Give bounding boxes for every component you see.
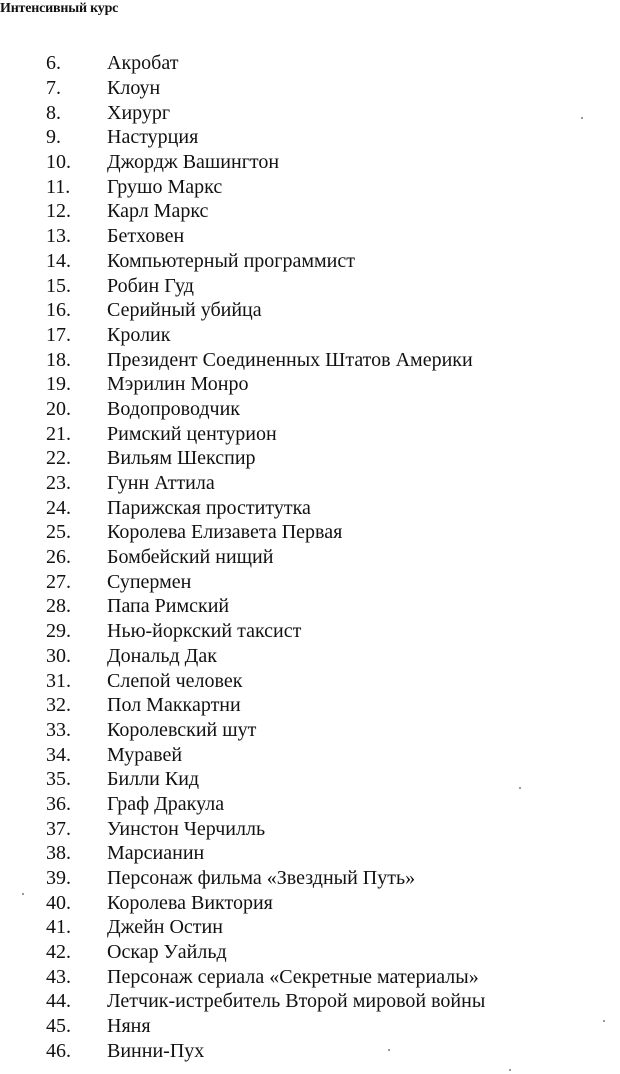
- item-number: 45.: [46, 1015, 71, 1038]
- scan-speck: [603, 1020, 605, 1022]
- item-number: 16.: [46, 299, 71, 322]
- scan-speck: [388, 1049, 390, 1051]
- list-item: [46, 125, 485, 150]
- list-item: [46, 940, 485, 965]
- item-text: Настурция: [107, 126, 199, 149]
- list-item: [46, 249, 485, 274]
- item-text: Слепой человек: [107, 669, 243, 692]
- item-number: 29.: [46, 620, 71, 643]
- list-item: [46, 347, 485, 372]
- item-text: Пол Маккартни: [107, 694, 241, 717]
- item-text: Билли Кид: [107, 768, 200, 791]
- list-item: [46, 668, 485, 693]
- item-text: Королева Виктория: [107, 891, 273, 914]
- item-number: 43.: [46, 965, 71, 988]
- item-text: Президент Соединенных Штатов Америки: [107, 348, 473, 371]
- item-text: Грушо Маркс: [107, 175, 223, 198]
- item-text: Дональд Дак: [107, 644, 217, 667]
- list-item: [46, 964, 485, 989]
- item-text: Королева Елизавета Первая: [107, 521, 343, 544]
- list-item: [46, 767, 485, 792]
- item-text: Супермен: [107, 570, 192, 593]
- item-number: 17.: [46, 323, 71, 346]
- item-number: 14.: [46, 249, 71, 272]
- item-text: Кролик: [107, 323, 171, 346]
- list-item: [46, 569, 485, 594]
- list-item: [46, 421, 485, 446]
- item-text: Клоун: [107, 77, 161, 100]
- item-text: Няня: [107, 1015, 151, 1038]
- list-item: [46, 520, 485, 545]
- item-number: 28.: [46, 595, 71, 618]
- list-item: [46, 372, 485, 397]
- item-number: 39.: [46, 867, 71, 890]
- item-number: 11.: [46, 175, 71, 198]
- list-item: [46, 100, 485, 125]
- list-item: [46, 471, 485, 496]
- list-item: [46, 841, 485, 866]
- item-number: 44.: [46, 990, 71, 1013]
- scan-speck: [509, 1069, 511, 1071]
- item-text: Винни-Пух: [107, 1039, 205, 1062]
- item-text: Летчик-истребитель Второй мировой войны: [107, 990, 486, 1013]
- item-number: 23.: [46, 472, 71, 495]
- list-item: [46, 446, 485, 471]
- list-item: [46, 792, 485, 817]
- list-item: [46, 915, 485, 940]
- item-number: 46.: [46, 1039, 71, 1062]
- list-item: [46, 866, 485, 891]
- item-text: Серийный убийца: [107, 299, 262, 322]
- list-item: [46, 150, 485, 175]
- item-text: Компьютерный программист: [107, 249, 355, 272]
- item-text: Джейн Остин: [107, 916, 223, 939]
- list-item: [46, 298, 485, 323]
- item-number: 19.: [46, 373, 71, 396]
- list-item: [46, 545, 485, 570]
- list-item: [46, 989, 485, 1014]
- item-number: 25.: [46, 521, 71, 544]
- item-number: 21.: [46, 422, 71, 445]
- running-header: Интенсивный курс: [0, 1, 119, 16]
- item-number: 37.: [46, 817, 71, 840]
- item-text: Гунн Аттила: [107, 472, 215, 495]
- item-text: Нью-йоркский таксист: [107, 620, 302, 643]
- item-text: Бомбейский нищий: [107, 546, 274, 569]
- item-number: 30.: [46, 644, 71, 667]
- item-number: 27.: [46, 570, 71, 593]
- item-text: Римский центурион: [107, 422, 277, 445]
- item-number: 33.: [46, 718, 71, 741]
- scan-speck: [519, 787, 521, 789]
- item-text: Королевский шут: [107, 718, 257, 741]
- item-text: Карл Маркс: [107, 200, 209, 223]
- list-item: [46, 619, 485, 644]
- item-text: Персонаж сериала «Секретные материалы»: [107, 965, 479, 988]
- item-text: Уинстон Черчилль: [107, 817, 266, 840]
- item-number: 8.: [46, 101, 61, 124]
- list-item: [46, 397, 485, 422]
- item-number: 26.: [46, 546, 71, 569]
- list-item: [46, 693, 485, 718]
- item-text: Робин Гуд: [107, 274, 194, 297]
- item-text: Хирург: [107, 101, 171, 124]
- item-number: 18.: [46, 348, 71, 371]
- list-item: [46, 199, 485, 224]
- item-number: 35.: [46, 768, 71, 791]
- list-item: [46, 1014, 485, 1039]
- item-number: 31.: [46, 669, 71, 692]
- list-item: [46, 323, 485, 348]
- item-number: 42.: [46, 941, 71, 964]
- item-number: 7.: [46, 77, 61, 100]
- item-text: Оскар Уайльд: [107, 941, 227, 964]
- item-text: Муравей: [107, 743, 183, 766]
- list-item: [46, 273, 485, 298]
- list-item: [46, 224, 485, 249]
- list-item: [46, 644, 485, 669]
- item-text: Водопроводчик: [107, 397, 241, 420]
- item-text: Парижская проститутка: [107, 496, 311, 519]
- list-item: [46, 76, 485, 101]
- item-number: 12.: [46, 200, 71, 223]
- scan-speck: [581, 117, 583, 119]
- list-item: [46, 890, 485, 915]
- item-number: 40.: [46, 891, 71, 914]
- item-number: 13.: [46, 225, 71, 248]
- item-number: 6.: [46, 52, 61, 75]
- item-text: Джордж Вашингтон: [107, 151, 280, 174]
- item-number: 9.: [46, 126, 61, 149]
- list-item: [46, 495, 485, 520]
- list-item: [46, 174, 485, 199]
- item-text: Бетховен: [107, 225, 185, 248]
- list-item: [46, 718, 485, 743]
- item-number: 34.: [46, 743, 71, 766]
- item-text: Марсианин: [107, 842, 205, 865]
- item-number: 20.: [46, 397, 71, 420]
- item-text: Мэрилин Монро: [107, 373, 249, 396]
- list-item: [46, 594, 485, 619]
- item-number: 38.: [46, 842, 71, 865]
- item-text: Папа Римский: [107, 595, 230, 618]
- item-number: 10.: [46, 151, 71, 174]
- item-text: Вильям Шекспир: [107, 447, 256, 470]
- item-number: 32.: [46, 694, 71, 717]
- numbered-list: [46, 51, 485, 1063]
- item-number: 15.: [46, 274, 71, 297]
- item-text: Граф Дракула: [107, 792, 225, 815]
- item-text: Персонаж фильма «Звездный Путь»: [107, 867, 416, 890]
- item-number: 41.: [46, 916, 71, 939]
- item-text: Акробат: [107, 52, 179, 75]
- item-number: 24.: [46, 496, 71, 519]
- list-item: [46, 1039, 485, 1064]
- scan-speck: [22, 893, 24, 895]
- list-item: [46, 742, 485, 767]
- item-number: 22.: [46, 447, 71, 470]
- list-item: [46, 816, 485, 841]
- item-number: 36.: [46, 792, 71, 815]
- list-item: [46, 51, 485, 76]
